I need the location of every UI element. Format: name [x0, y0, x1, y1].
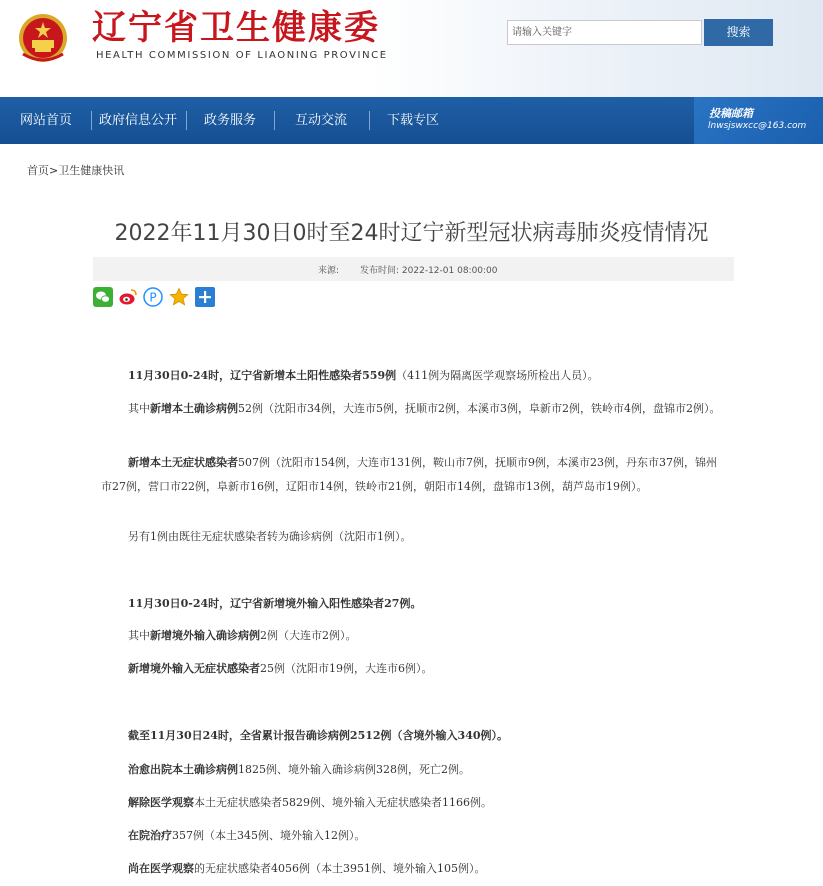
paragraph-text: 357例（本土345例、境外输入12例）。 — [172, 829, 366, 842]
article-meta — [93, 257, 734, 281]
breadcrumb — [27, 162, 124, 178]
nav-item-downloads[interactable]: 下载专区 — [387, 113, 440, 128]
site-subtitle: HEALTH COMMISSION OF LIAONING PROVINCE — [96, 50, 388, 61]
breadcrumb-section[interactable]: 卫生健康快讯 — [58, 164, 125, 177]
paragraph-bold: 在院治疗 — [128, 829, 172, 842]
site-header — [0, 0, 823, 97]
article-paragraph — [101, 364, 727, 388]
search-button[interactable]: 搜索 — [704, 19, 773, 46]
paragraph-bold: 尚在医学观察 — [128, 862, 194, 875]
qzone-icon[interactable] — [143, 287, 163, 307]
nav-divider — [91, 111, 92, 130]
paragraph-text: （411例为隔离医学观察场所检出人员）。 — [396, 369, 599, 382]
national-emblem-icon — [17, 10, 69, 66]
article-paragraph — [101, 758, 727, 782]
article-date-label: 发布时间: — [360, 266, 400, 276]
nav-divider — [274, 111, 275, 130]
paragraph-bold: 治愈出院本土确诊病例 — [128, 763, 238, 776]
contribute-email: lnwsjswxcc@163.com — [708, 121, 807, 131]
contribute-title: 投稿邮箱 — [709, 107, 753, 120]
paragraph-bold: 11月30日0-24时，辽宁省新增本土阳性感染者559例 — [128, 369, 397, 382]
paragraph-text: 25例（沈阳市19例，大连市6例）。 — [260, 662, 433, 675]
contribute-mailbox[interactable] — [694, 97, 823, 144]
paragraph-bold: 新增境外输入无症状感染者 — [128, 662, 260, 675]
nav-item-gov-info[interactable]: 政府信息公开 — [99, 113, 178, 128]
paragraph-bold: 解除医学观察 — [128, 796, 194, 809]
paragraph-bold: 截至11月30日24时，全省累计报告确诊病例2512例（含境外输入340例）。 — [128, 729, 508, 742]
search-input[interactable] — [507, 20, 702, 45]
article-date — [360, 263, 498, 276]
article-paragraph — [101, 525, 727, 549]
article-paragraph — [101, 592, 727, 616]
article-paragraph — [101, 624, 727, 648]
favorite-icon[interactable] — [169, 287, 189, 307]
paragraph-text: 1825例、境外输入确诊病例328例，死亡2例。 — [238, 763, 470, 776]
breadcrumb-separator: > — [49, 164, 59, 177]
paragraph-text: 52例（沈阳市34例，大连市5例，抚顺市2例，本溪市3例，阜新市2例，铁岭市4例，盘锦市2例）。 — [238, 402, 721, 415]
site-title: 辽宁省卫生健康委 — [92, 8, 380, 48]
nav-item-interaction[interactable]: 互动交流 — [295, 113, 348, 128]
article-source-label: 来源: — [318, 266, 340, 276]
paragraph-bold: 新增本土确诊病例 — [150, 402, 238, 415]
article-paragraph — [101, 857, 727, 881]
paragraph-text: 507例（沈阳市154例，大连市131例，鞍山市7例，抚顺市9例，本溪市23例，丹东市37例，锦州市27例，营口市22例，阜新市16例，辽阳市14例，铁岭市21例，朝阳市14例，盘锦市13例，葫芦岛市19例）。 — [101, 456, 717, 493]
article-date-value: 2022-12-01 08:00:00 — [401, 266, 498, 276]
paragraph-bold: 新增境外输入确诊病例 — [150, 629, 260, 642]
wechat-icon[interactable] — [93, 287, 113, 307]
more-share-icon[interactable] — [195, 287, 215, 307]
article-paragraph — [101, 791, 727, 815]
svg-text:P: P — [149, 290, 157, 305]
article-paragraph — [101, 397, 727, 421]
paragraph-text: 本土无症状感染者5829例、境外输入无症状感染者1166例。 — [194, 796, 492, 809]
article-title: 2022年11月30日0时至24时辽宁新型冠状病毒肺炎疫情情况 — [114, 221, 709, 246]
paragraph-bold: 新增本土无症状感染者 — [128, 456, 238, 469]
nav-divider — [186, 111, 187, 130]
paragraph-prefix: 其中 — [128, 629, 150, 642]
nav-item-services[interactable]: 政务服务 — [204, 113, 257, 128]
paragraph-bold: 11月30日0-24时，辽宁省新增境外输入阳性感染者27例。 — [128, 597, 422, 610]
article-paragraph — [101, 451, 727, 499]
article-paragraph — [101, 724, 727, 748]
paragraph-text: 的无症状感染者4056例（本土3951例、境外输入105例）。 — [194, 862, 486, 875]
nav-item-home[interactable]: 网站首页 — [20, 113, 73, 128]
article-paragraph — [101, 657, 727, 681]
weibo-icon[interactable] — [118, 287, 138, 307]
paragraph-text: 另有1例由既往无症状感染者转为确诊病例（沈阳市1例）。 — [128, 530, 412, 543]
paragraph-prefix: 其中 — [128, 402, 150, 415]
paragraph-text: 2例（大连市2例）。 — [260, 629, 357, 642]
nav-divider — [369, 111, 370, 130]
article-paragraph — [101, 824, 727, 848]
breadcrumb-home[interactable]: 首页 — [27, 164, 49, 177]
